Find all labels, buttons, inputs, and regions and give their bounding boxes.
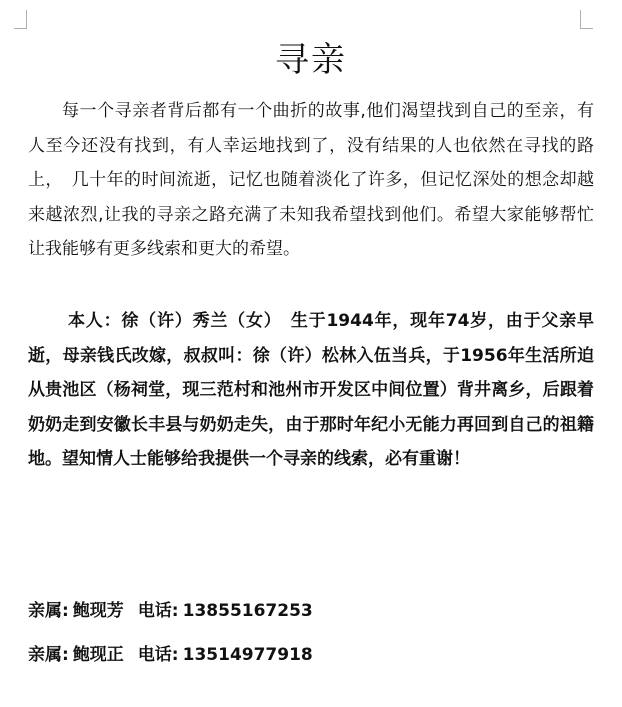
contact-relation-label: 亲属: — [28, 601, 69, 621]
personal-info-paragraph: 本人：徐（许）秀兰（女） 生于1944年，现年74岁，由于父亲早逝，母亲钱氏改嫁，叔叔叫：徐（许）松林入伍当兵，于1956年生活所迫从贵池区（杨祠堂，现三范村和池州市开发区中间位置）背井离乡，后跟着奶奶走到安徽长丰县与奶奶走失，由于那时年纪小无能力再回到自己的祖籍地。望知情人士能够给我提供一个寻亲的线索，必有重谢！ — [28, 311, 594, 469]
contact-relation-label: 亲属: — [28, 645, 69, 665]
contact-line-1 — [28, 596, 594, 626]
intro-paragraph: 每一个寻亲者背后都有一个曲折的故事,他们渴望找到自己的至亲，有人至今还没有找到，有人幸运地找到了，没有结果的人也依然在寻找的路上， 几十年的时间流逝，记忆也随着淡化了许多，但记忆深处的想念却越来越浓烈,让我的寻亲之路充满了未知我希望找到他们。希望大家能够帮忙让我能够有更多线索和更大的希望。 — [28, 101, 594, 259]
contact-phone-label: 电话: — [137, 601, 179, 621]
contact-phone: 13855167253 — [182, 601, 313, 621]
page-corner-mark-top-right — [580, 10, 593, 29]
page-corner-mark-top-left — [14, 10, 27, 29]
contact-phone: 13514977918 — [182, 645, 313, 665]
contact-name: 鲍现芳 — [72, 601, 124, 621]
contact-line-2 — [28, 640, 594, 670]
document-title: 寻亲 — [275, 40, 347, 80]
contact-phone-label: 电话: — [137, 645, 179, 665]
contact-name: 鲍现正 — [72, 645, 124, 665]
